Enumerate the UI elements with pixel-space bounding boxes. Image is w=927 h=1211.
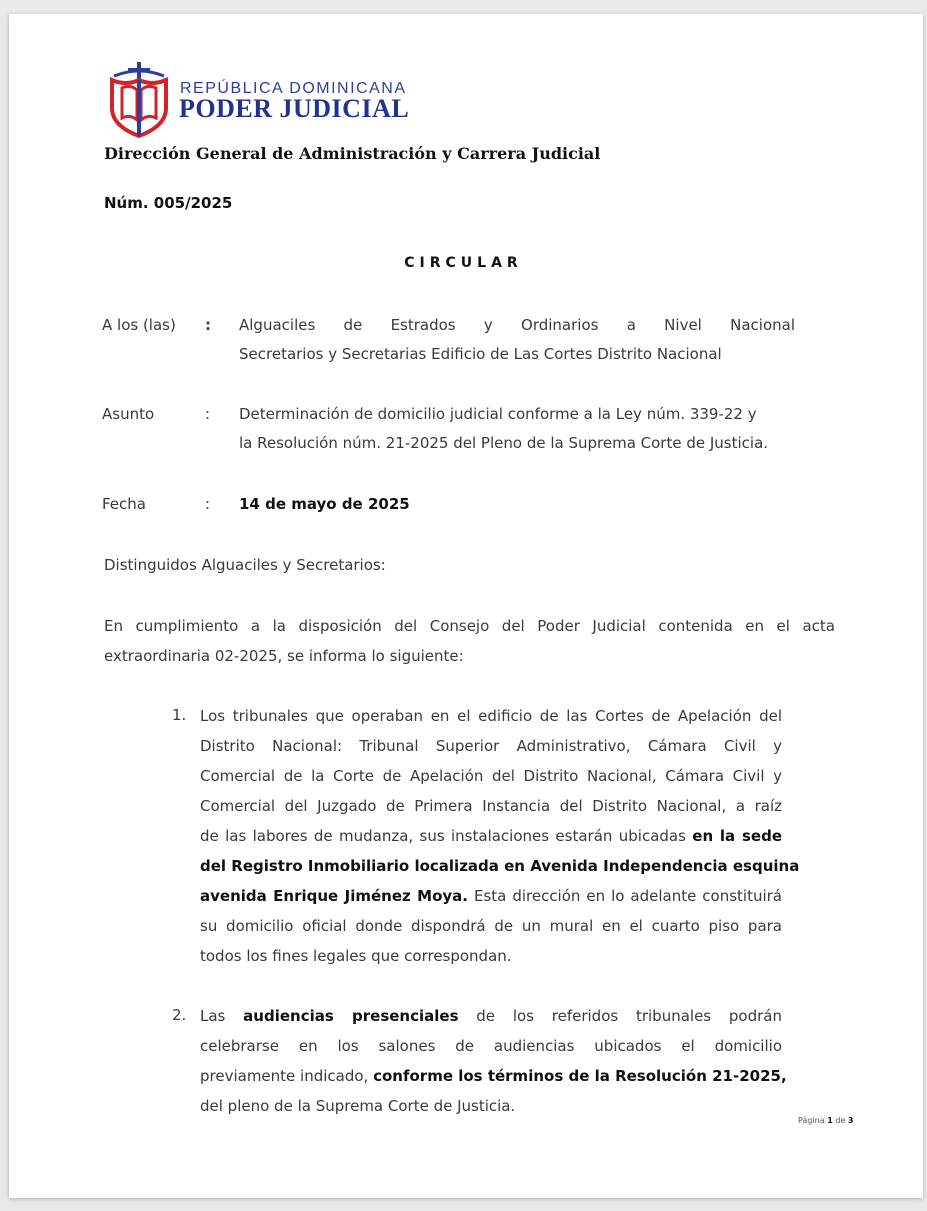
subject-value xyxy=(239,400,795,458)
item-2-text-plain: previamente indicado, xyxy=(200,1067,374,1085)
circular-number: Núm. 005/2025 xyxy=(104,194,233,212)
intro-paragraph xyxy=(104,611,835,671)
item-2-text-bold: audiencias presenciales xyxy=(243,1007,459,1025)
item-2-number: 2. xyxy=(172,1006,187,1024)
item-1-line: todos los fines legales que correspondan. xyxy=(200,947,512,965)
item-1-number: 1. xyxy=(172,706,187,724)
subject-line-2: la Resolución núm. 21-2025 del Pleno de la Suprema Corte de Justicia. xyxy=(239,434,769,452)
page-label: Página xyxy=(798,1116,825,1125)
date-value: 14 de mayo de 2025 xyxy=(239,495,410,513)
page-number xyxy=(798,1116,853,1125)
item-1-text xyxy=(200,701,800,971)
department-title: Dirección General de Administración y Carrera Judicial xyxy=(104,144,601,163)
item-1-line xyxy=(200,881,782,911)
to-line-2: Secretarios y Secretarias Edificio de Las Cortes Distrito Nacional xyxy=(239,345,722,363)
date-label: Fecha xyxy=(102,495,146,513)
document-type: CIRCULAR xyxy=(404,255,523,271)
greeting: Distinguidos Alguaciles y Secretarios: xyxy=(104,556,386,574)
item-2-line xyxy=(200,1001,782,1031)
to-line-1: Alguaciles de Estrados y Ordinarios a Nivel Nacional xyxy=(239,316,795,334)
country-name: REPÚBLICA DOMINICANA xyxy=(180,80,407,97)
subject-line-1: Determinación de domicilio judicial conforme a la Ley núm. 339-22 y xyxy=(239,405,757,423)
to-colon: : xyxy=(205,316,211,334)
item-2-text-bold: conforme los términos de la Resolución 21-2025, xyxy=(373,1067,787,1085)
to-label: A los (las) xyxy=(102,316,176,334)
item-2-text-plain: Las xyxy=(200,1007,244,1025)
item-2-line: del pleno de la Suprema Corte de Justicia. xyxy=(200,1097,516,1115)
item-1-line: del Registro Inmobiliario localizada en Avenida Independencia esquina xyxy=(200,857,800,875)
subject-colon: : xyxy=(205,405,211,423)
intro-line-2: extraordinaria 02-2025, se informa lo siguiente: xyxy=(104,647,464,665)
item-1-line: Comercial del Juzgado de Primera Instancia del Distrito Nacional, a raíz xyxy=(200,797,782,815)
date-colon: : xyxy=(205,495,211,513)
item-2-line: celebrarse en los salones de audiencias ubicados el domicilio xyxy=(200,1037,782,1055)
page-total: 3 xyxy=(847,1116,854,1125)
institution-name: PODER JUDICIAL xyxy=(179,94,410,123)
item-1-text-plain: de las labores de mudanza, sus instalaciones estarán ubicadas xyxy=(200,827,693,845)
to-value xyxy=(239,311,795,369)
item-1-line: Los tribunales que operaban en el edificio de las Cortes de Apelación del xyxy=(200,707,782,725)
item-1-line: Distrito Nacional: Tribunal Superior Administrativo, Cámara Civil y xyxy=(200,737,782,755)
item-1-text-bold: en la sede xyxy=(692,827,782,845)
item-1-line: Comercial de la Corte de Apelación del Distrito Nacional, Cámara Civil y xyxy=(200,767,782,785)
item-1-text-bold: avenida Enrique Jiménez Moya. xyxy=(200,887,469,905)
item-1-line: su domicilio oficial donde dispondrá de un mural en el cuarto piso para xyxy=(200,917,782,935)
item-1-line xyxy=(200,821,782,851)
page-of: de xyxy=(835,1116,846,1125)
page-current: 1 xyxy=(827,1116,833,1125)
item-2-text-plain: de los referidos tribunales podrán xyxy=(458,1007,782,1025)
item-1-text-plain: Esta dirección en lo adelante constituirá xyxy=(468,887,782,905)
subject-label: Asunto xyxy=(102,405,155,423)
item-2-text xyxy=(200,1001,787,1121)
item-2-line xyxy=(200,1061,787,1091)
poder-judicial-logo xyxy=(108,62,170,138)
intro-line-1: En cumplimiento a la disposición del Consejo del Poder Judicial contenida en el acta xyxy=(104,617,835,635)
